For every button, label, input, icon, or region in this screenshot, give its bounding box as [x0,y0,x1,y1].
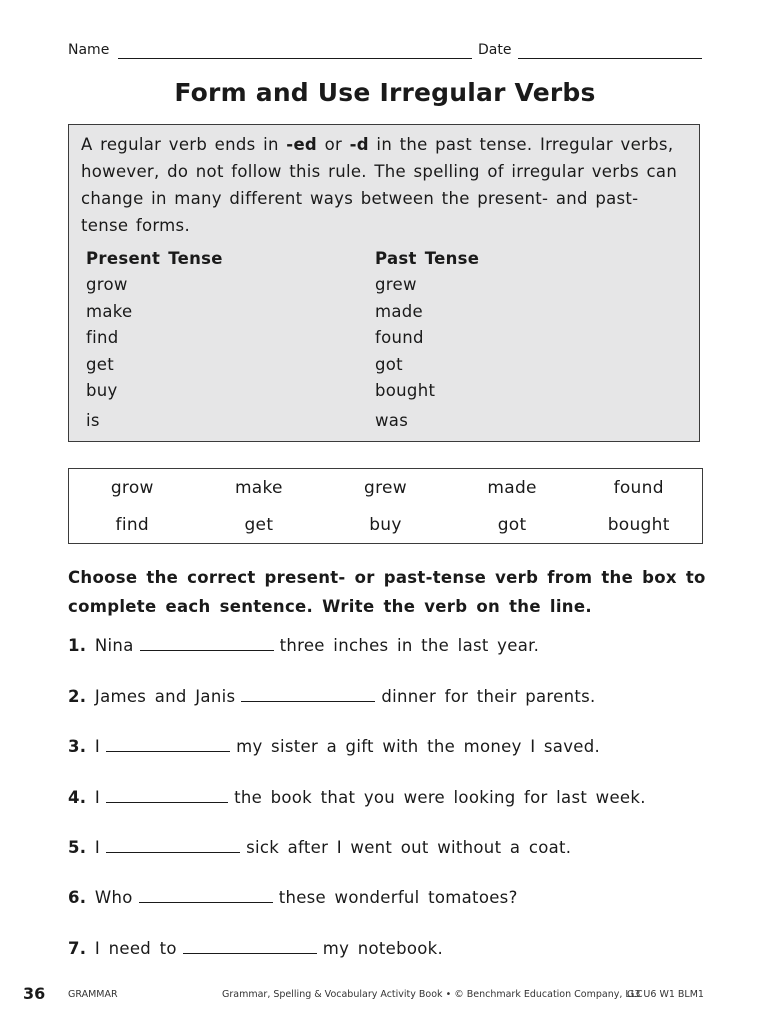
date-label: Date [478,42,512,58]
present-word: buy [86,381,118,400]
copyright-credit: Grammar, Spelling & Vocabulary Activity Book • © Benchmark Education Company, LLC [222,989,643,1000]
answer-blank[interactable] [139,888,273,903]
present-word: grow [86,275,128,294]
sentence-number: 6. [68,888,87,907]
past-word: got [375,354,403,374]
past-tense-heading: Past Tense [375,249,480,268]
sentence-4 [68,787,646,809]
word-bank-item: bought [607,514,670,535]
answer-blank[interactable] [106,838,240,853]
sentence-before: I need to [94,939,177,958]
sentence-before: I [94,788,101,807]
sentence-after: sick after I went out without a coat. [246,838,572,857]
directions: Choose the correct present- or past-tense verb from the box to complete each sentence. Write the verb on the line. [68,568,706,616]
sentence-6 [68,887,518,909]
sentence-number: 2. [68,687,87,706]
worksheet-code: G3 U6 W1 BLM1 [627,989,704,1000]
name-date-header [68,42,702,62]
past-word: bought [375,381,436,400]
page-number: 36 [23,984,46,1003]
sentence-after: my sister a gift with the money I saved. [236,737,601,756]
page-title: Form and Use Irregular Verbs [174,78,596,107]
word-bank-item: grow [110,477,154,498]
sentence-after: my notebook. [322,939,444,958]
sentence-after: these wonderful tomatoes? [278,888,518,907]
past-word: found [375,328,424,347]
word-bank-item: find [115,514,150,535]
intro-text-2: in the past tense. Irregular verbs, however, do not follow this rule. The spelling of irregular verbs can change in many different ways between the present- and past-tense forms. [81,135,678,235]
intro-paragraph [81,131,685,239]
present-word: is [86,410,100,430]
word-bank-item: grew [364,477,407,498]
sentence-number: 7. [68,939,87,958]
word-bank-item: buy [369,514,402,535]
word-bank-item: make [234,477,283,498]
intro-d: -d [349,135,369,154]
word-bank-item: made [487,477,537,498]
info-box [68,124,700,442]
sentence-3 [68,736,600,758]
sentence-2 [68,686,596,708]
past-tense-column [375,245,479,434]
word-bank-item: got [497,514,527,535]
page-footer [0,984,770,1008]
name-label: Name [68,42,110,58]
sentence-number: 1. [68,636,87,655]
present-word: find [86,328,119,347]
answer-blank[interactable] [183,939,317,954]
sentence-before: Nina [94,636,134,655]
sentence-before: I [94,838,101,857]
sentence-after: dinner for their parents. [381,687,596,706]
word-bank-item: get [244,514,274,535]
intro-ed: -ed [286,135,318,154]
answer-blank[interactable] [106,737,230,752]
section-label: GRAMMAR [68,989,118,1000]
sentence-5 [68,837,571,859]
word-bank [68,468,703,544]
present-tense-column [86,245,223,434]
answer-blank[interactable] [140,636,274,651]
sentence-number: 3. [68,737,87,756]
answer-blank[interactable] [241,687,375,702]
sentence-after: the book that you were looking for last week. [234,788,646,807]
past-word: grew [375,275,417,294]
name-line[interactable] [118,58,472,59]
sentence-before: I [94,737,101,756]
present-tense-heading: Present Tense [86,249,223,268]
word-bank-item: found [613,477,664,498]
past-word: made [375,301,424,321]
present-word: make [86,301,133,321]
sentence-before: Who [94,888,133,907]
past-word: was [375,410,409,430]
sentence-number: 4. [68,788,87,807]
present-word: get [86,354,114,374]
sentence-before: James and Janis [94,687,236,706]
sentence-number: 5. [68,838,87,857]
intro-or: or [317,135,350,154]
sentence-1 [68,635,539,657]
answer-blank[interactable] [106,788,228,803]
date-line[interactable] [518,58,702,59]
sentence-7 [68,938,443,960]
sentence-after: three inches in the last year. [279,636,540,655]
intro-text-1: A regular verb ends in [81,135,287,154]
